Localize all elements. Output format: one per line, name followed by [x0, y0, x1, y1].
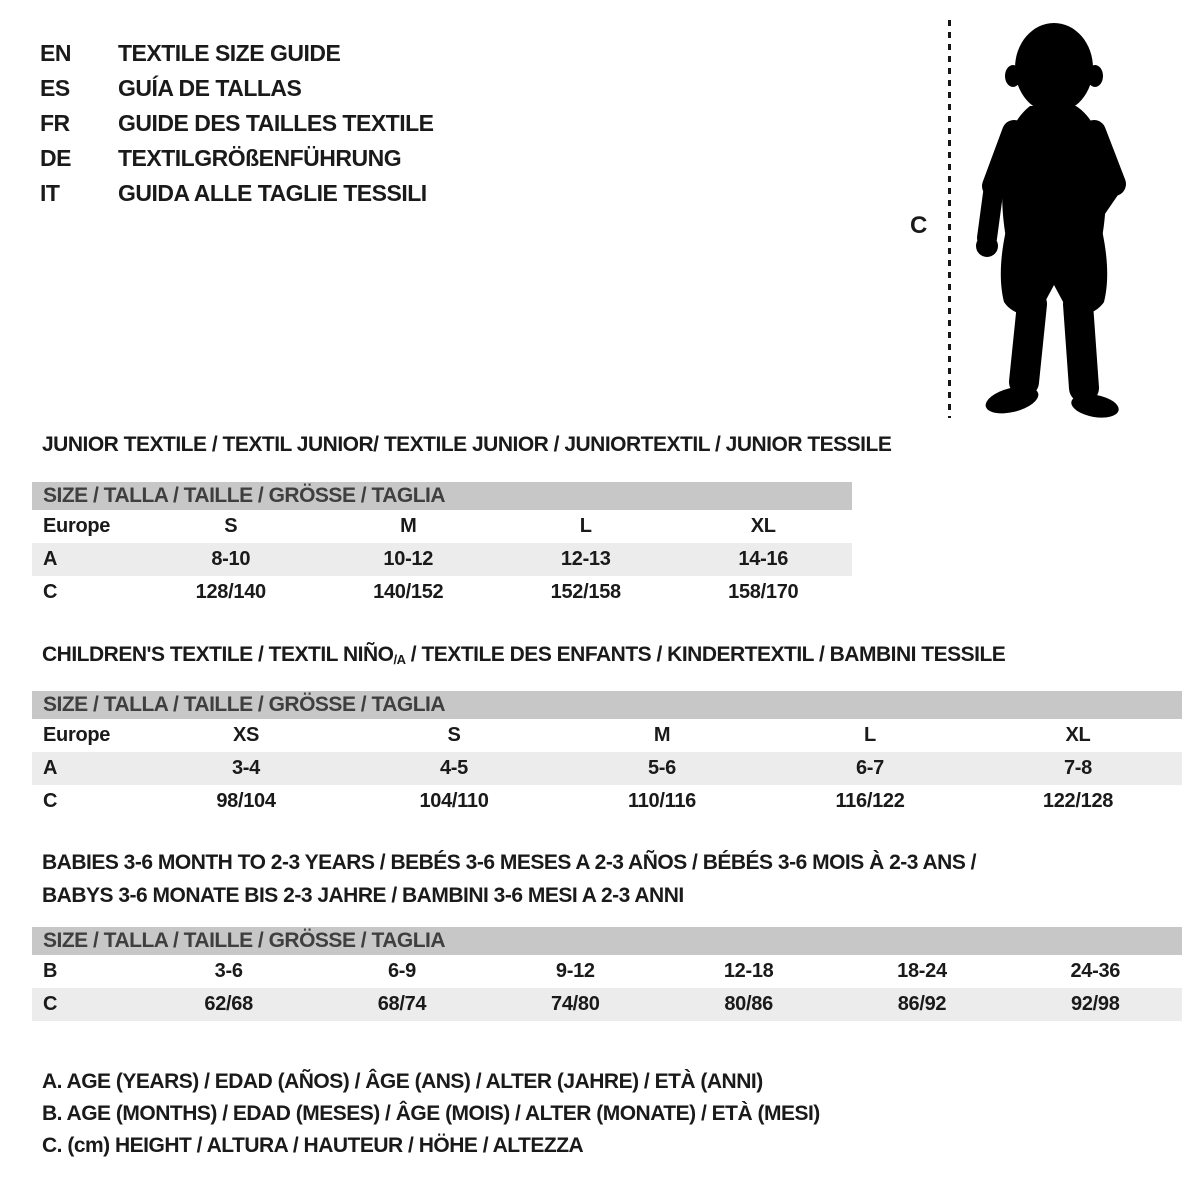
language-row: [40, 176, 434, 211]
children-size-header-bar: SIZE / TALLA / TAILLE / GRÖSSE / TAGLIA: [32, 691, 1182, 719]
row-label: Europe: [43, 724, 111, 746]
size-cell: XS: [232, 724, 260, 746]
babies-size-table: [32, 927, 1182, 1021]
height-cell: 86/92: [897, 993, 947, 1015]
age-cell: 3-4: [231, 757, 260, 779]
age-cell: 12-13: [560, 548, 611, 570]
age-cell: 10-12: [383, 548, 434, 570]
language-code: EN: [40, 40, 71, 66]
row-label: C: [43, 790, 58, 812]
row-label: A: [43, 757, 58, 779]
age-cell: 18-24: [897, 960, 947, 982]
height-cell: 68/74: [377, 993, 427, 1015]
age-cell: 12-18: [723, 960, 774, 982]
language-title: TEXTILE SIZE GUIDE: [118, 40, 341, 66]
size-cell: L: [864, 724, 876, 746]
language-code: IT: [40, 180, 60, 206]
age-cell: 6-9: [387, 960, 416, 982]
language-code: DE: [40, 145, 71, 171]
language-code: FR: [40, 110, 70, 136]
height-cell: 140/152: [373, 581, 444, 603]
height-dashed-line: [948, 20, 951, 418]
age-cell: 24-36: [1070, 960, 1121, 982]
language-row: [40, 106, 434, 141]
table-row: [32, 576, 852, 609]
legend-line-c: C. (cm) HEIGHT / ALTURA / HAUTEUR / HÖHE / ALTEZZA: [42, 1134, 584, 1157]
children-size-table: [32, 691, 1182, 818]
language-row: [40, 36, 434, 71]
height-cell: 110/116: [628, 790, 696, 812]
height-cell: 158/170: [728, 581, 799, 603]
size-cell: XL: [750, 515, 776, 537]
babies-section-heading-line2: BABYS 3-6 MONATE BIS 2-3 JAHRE / BAMBINI 3-6 MESI A 2-3 ANNI: [42, 884, 684, 907]
height-cell: 62/68: [204, 993, 253, 1015]
size-cell: S: [224, 515, 238, 537]
row-label: C: [43, 581, 58, 603]
age-cell: 5-6: [647, 757, 676, 779]
table-row: [32, 752, 1182, 785]
table-row: [32, 955, 1182, 988]
age-cell: 7-8: [1063, 757, 1092, 779]
language-title: GUIDE DES TAILLES TEXTILE: [118, 110, 434, 136]
language-title: GUÍA DE TALLAS: [118, 75, 302, 101]
row-label: A: [43, 548, 58, 570]
age-cell: 14-16: [738, 548, 789, 570]
age-cell: 6-7: [855, 757, 884, 779]
legend: [42, 1070, 820, 1166]
language-title: TEXTILGRÖßENFÜHRUNG: [118, 145, 402, 171]
legend-line-a: A. AGE (YEARS) / EDAD (AÑOS) / ÂGE (ANS) / ALTER (JAHRE) / ETÀ (ANNI): [42, 1070, 763, 1093]
language-code: ES: [40, 75, 70, 101]
height-cell: 128/140: [195, 581, 266, 603]
size-cell: M: [400, 515, 417, 537]
language-title: GUIDA ALLE TAGLIE TESSILI: [118, 180, 427, 206]
age-cell: 4-5: [439, 757, 468, 779]
babies-section-heading-line1: BABIES 3-6 MONTH TO 2-3 YEARS / BEBÉS 3-6 MESES A 2-3 AÑOS / BÉBÉS 3-6 MOIS À 2-3 ANS /: [42, 851, 977, 874]
height-cell: 116/122: [835, 790, 905, 812]
height-label: C: [910, 212, 928, 239]
children-heading-prefix: CHILDREN'S TEXTILE / TEXTIL NIÑO: [42, 643, 394, 666]
table-row: [32, 785, 1182, 818]
height-cell: 122/128: [1042, 790, 1114, 812]
toddler-silhouette-icon: [966, 22, 1140, 420]
junior-size-header-bar: SIZE / TALLA / TAILLE / GRÖSSE / TAGLIA: [32, 482, 852, 510]
table-row: [32, 543, 852, 576]
row-label: Europe: [43, 515, 111, 537]
junior-size-table: [32, 482, 852, 609]
table-row: [32, 719, 1182, 752]
age-cell: 3-6: [214, 960, 243, 982]
height-cell: 104/110: [419, 790, 489, 812]
language-row: [40, 141, 434, 176]
height-cell: 74/80: [551, 993, 600, 1015]
height-cell: 92/98: [1071, 993, 1120, 1015]
legend-line-b: B. AGE (MONTHS) / EDAD (MESES) / ÂGE (MOIS) / ALTER (MONATE) / ETÀ (MESI): [42, 1102, 820, 1125]
children-heading-sub: /A: [393, 652, 406, 667]
height-cell: 98/104: [216, 790, 276, 812]
children-heading-suffix: / TEXTILE DES ENFANTS / KINDERTEXTIL / BAMBINI TESSILE: [405, 643, 1006, 666]
babies-size-header-bar: SIZE / TALLA / TAILLE / GRÖSSE / TAGLIA: [32, 927, 1182, 955]
table-row: [32, 988, 1182, 1021]
size-cell: S: [447, 724, 461, 746]
row-label: C: [43, 993, 58, 1015]
table-row: [32, 510, 852, 543]
age-cell: 8-10: [211, 548, 251, 570]
age-cell: 9-12: [555, 960, 595, 982]
height-cell: 152/158: [550, 581, 621, 603]
size-cell: M: [653, 724, 671, 746]
junior-section-heading: JUNIOR TEXTILE / TEXTIL JUNIOR/ TEXTILE JUNIOR / JUNIORTEXTIL / JUNIOR TESSILE: [42, 433, 892, 456]
language-list: [40, 36, 434, 211]
children-section-heading: [42, 643, 1005, 667]
height-cell: 80/86: [724, 993, 773, 1015]
size-cell: L: [579, 515, 592, 537]
size-cell: XL: [1065, 724, 1091, 746]
row-label: B: [43, 960, 58, 982]
language-row: [40, 71, 434, 106]
